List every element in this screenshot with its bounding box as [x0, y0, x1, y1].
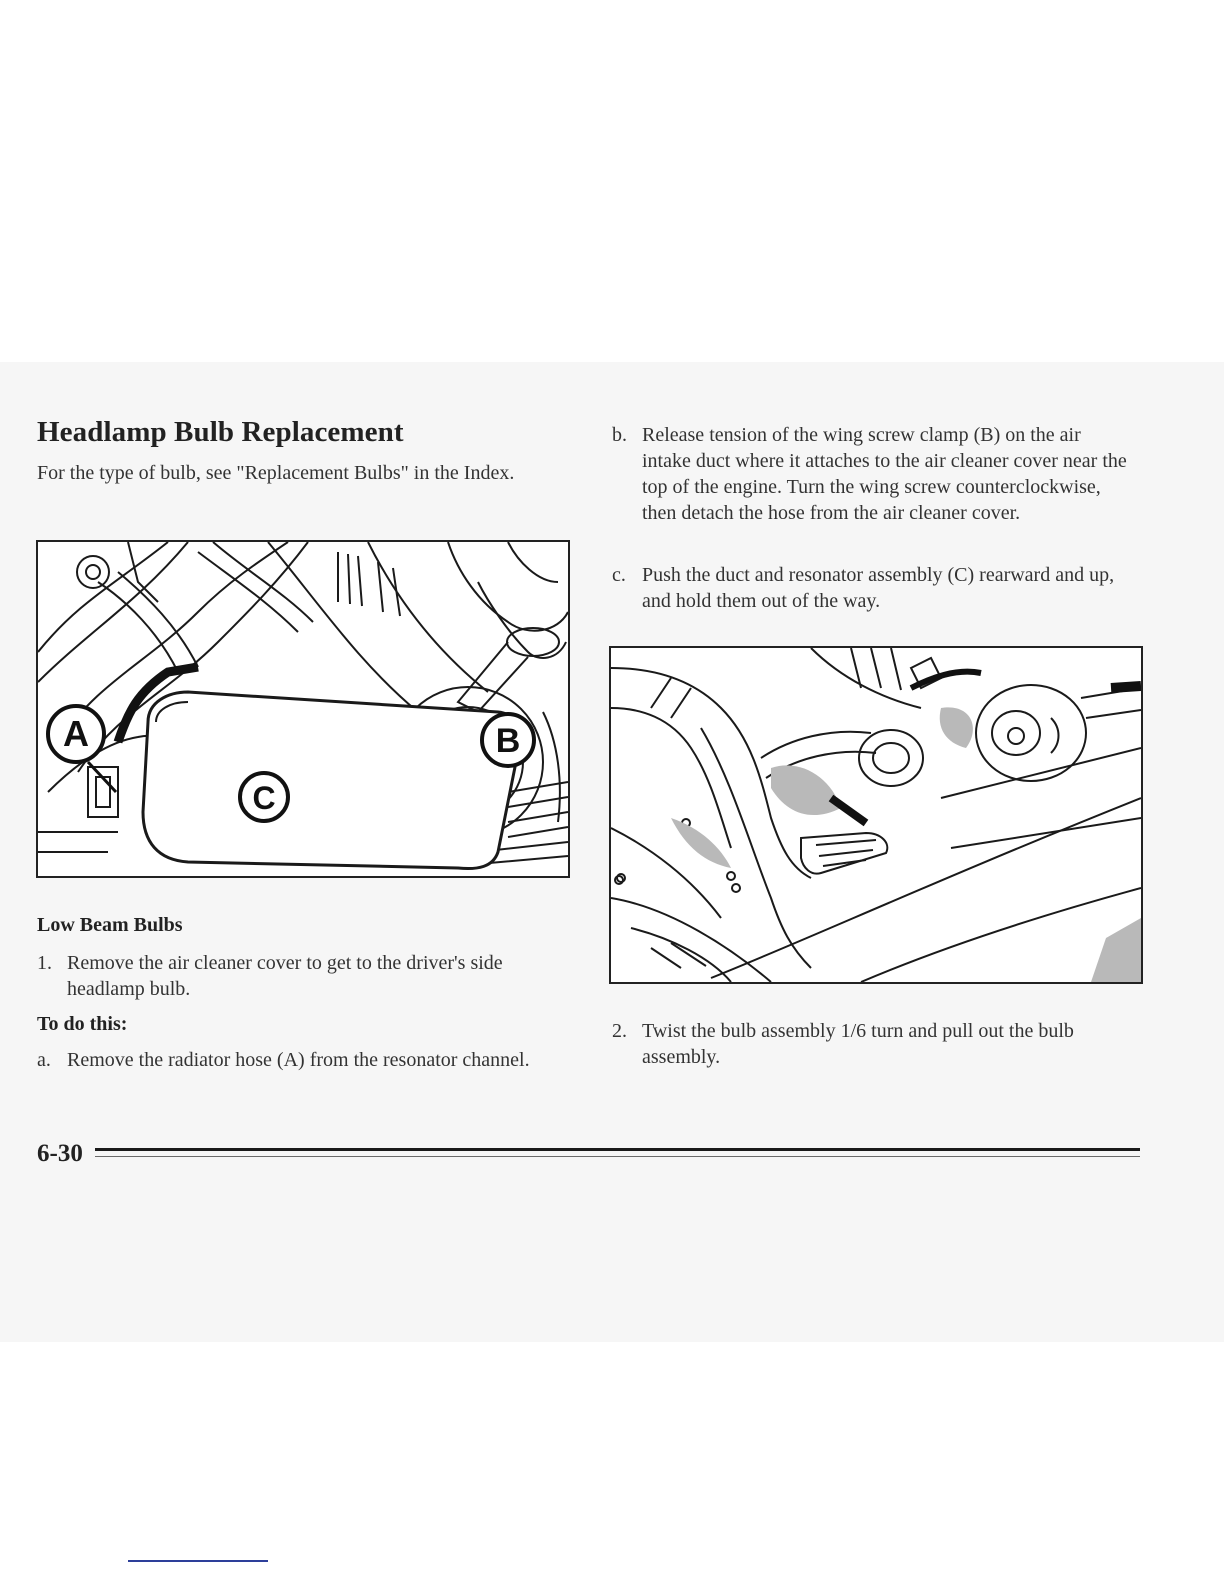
page-number: 6-30 [37, 1140, 83, 1167]
step-2-text: Twist the bulb assembly 1/6 turn and pull out the bulb assembly. [642, 1020, 1074, 1068]
footer-rule-thin [95, 1156, 1140, 1157]
footer-rule-thick [95, 1148, 1140, 1151]
callout-b-label: B [495, 722, 521, 760]
step-a-marker: a. [37, 1049, 51, 1071]
step-c-text: Push the duct and resonator assembly (C) rearward and up, and hold them out of the way. [642, 564, 1115, 612]
step-c-marker: c. [612, 564, 626, 586]
callout-a-label: A [63, 713, 89, 754]
step-1 [37, 950, 557, 1002]
push-duct-illustration-svg [611, 648, 1141, 982]
page-title: Headlamp Bulb Replacement [37, 416, 404, 448]
callout-c-label: C [252, 780, 276, 816]
step-2 [612, 1018, 1132, 1070]
to-do-heading: To do this: [37, 1013, 128, 1035]
intro-paragraph: For the type of bulb, see "Replacement Bulbs" in the Index. [37, 462, 515, 484]
step-b-text: Release tension of the wing screw clamp (B) on the air intake duct where it attaches to the air cleaner cover near the top of the engine. Turn the wing screw counterclockwise, then detach the hose from the air cleaner cover. [642, 424, 1127, 524]
bottom-blue-line [128, 1560, 268, 1562]
step-a [37, 1047, 557, 1073]
step-b [612, 422, 1132, 526]
step-2-marker: 2. [612, 1020, 627, 1042]
step-1-text: Remove the air cleaner cover to get to the driver's side headlamp bulb. [67, 952, 503, 1000]
low-beam-heading: Low Beam Bulbs [37, 914, 183, 936]
step-c [612, 562, 1132, 614]
engine-illustration-callouts [36, 540, 570, 878]
step-a-text: Remove the radiator hose (A) from the resonator channel. [67, 1049, 530, 1071]
step-1-marker: 1. [37, 952, 52, 974]
engine-illustration-svg [38, 542, 568, 876]
step-b-marker: b. [612, 424, 627, 446]
push-duct-illustration [609, 646, 1143, 984]
